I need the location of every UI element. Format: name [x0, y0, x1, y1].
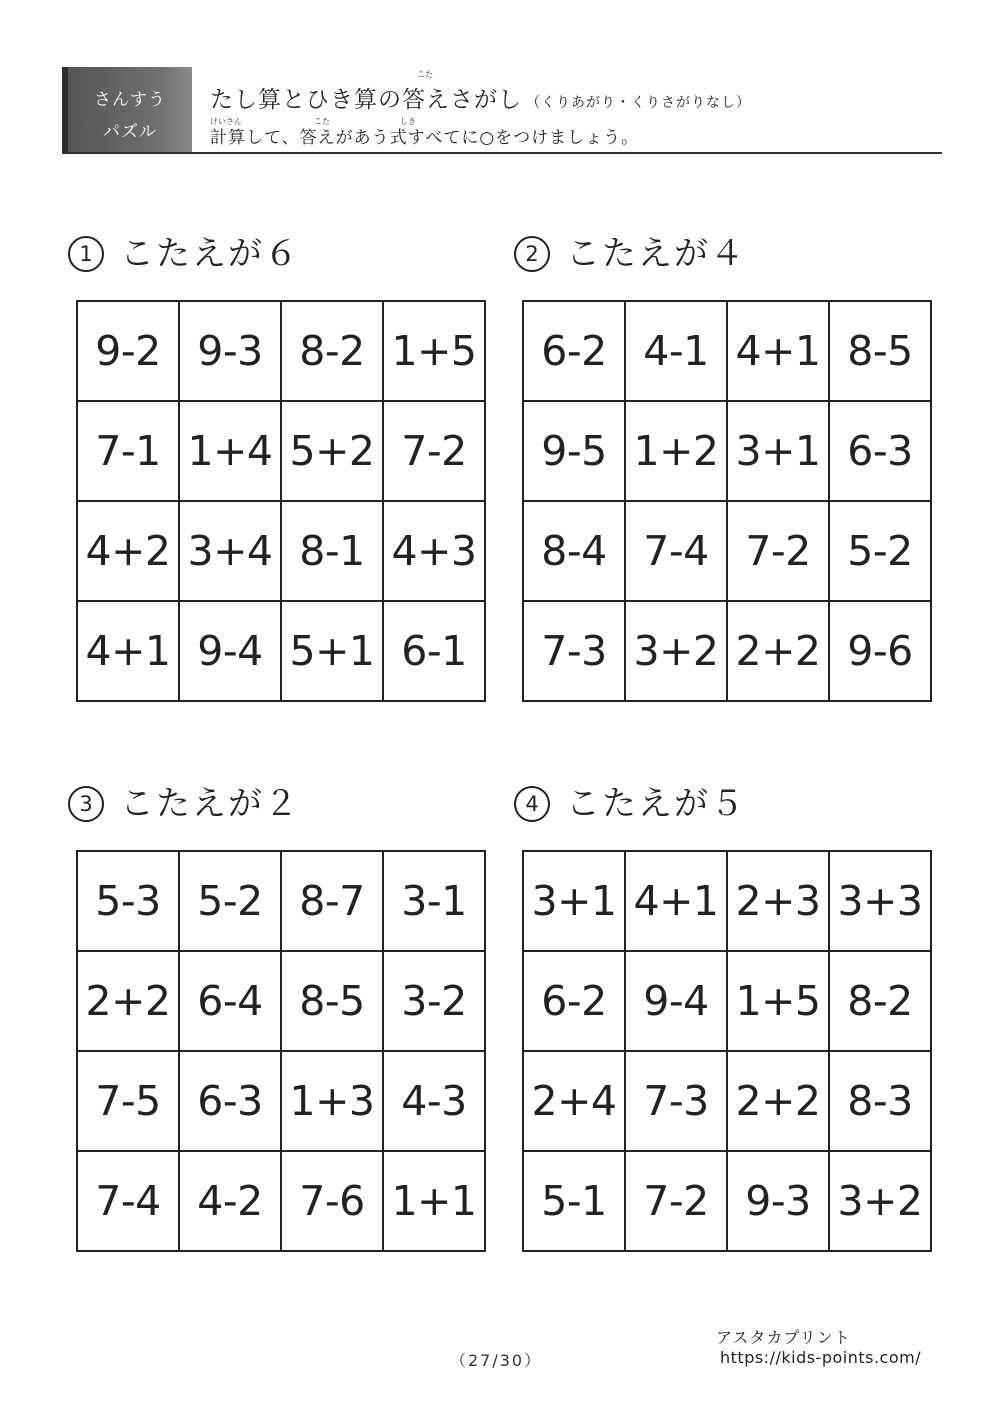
puzzle-4 [508, 784, 928, 1254]
expression-cell[interactable]: 9-3 [727, 1151, 829, 1251]
grid-row [77, 401, 485, 501]
grid-row [77, 1051, 485, 1151]
puzzle-2 [508, 234, 928, 704]
expression-cell[interactable]: 7-5 [77, 1051, 179, 1151]
expression-cell[interactable]: 8-2 [281, 301, 383, 401]
subject-tag-line1: さんすう [94, 90, 166, 110]
expression-cell[interactable]: 1+2 [625, 401, 727, 501]
expression-cell[interactable]: 2+2 [727, 601, 829, 701]
expression-cell[interactable]: 2+2 [727, 1051, 829, 1151]
expression-cell[interactable]: 8-4 [523, 501, 625, 601]
grid-row [523, 501, 931, 601]
expression-cell[interactable]: 8-2 [829, 951, 931, 1051]
expression-cell[interactable]: 7-3 [625, 1051, 727, 1151]
subject-tag-line2: パズル [103, 122, 157, 142]
grid-row [523, 951, 931, 1051]
expression-cell[interactable]: 3+2 [625, 601, 727, 701]
puzzle-2-label: こたえが４ [566, 234, 746, 274]
title-ruby: こた [417, 70, 433, 79]
expression-cell[interactable]: 9-3 [179, 301, 281, 401]
expression-cell[interactable]: 7-2 [727, 501, 829, 601]
expression-cell[interactable]: 9-6 [829, 601, 931, 701]
expression-cell[interactable]: 5-2 [829, 501, 931, 601]
expression-cell[interactable]: 9-2 [77, 301, 179, 401]
expression-cell[interactable]: 8-1 [281, 501, 383, 601]
expression-cell[interactable]: 6-2 [523, 301, 625, 401]
puzzle-4-grid [522, 850, 932, 1252]
expression-cell[interactable]: 4-3 [383, 1051, 485, 1151]
grid-row [523, 1151, 931, 1251]
expression-cell[interactable]: 1+3 [281, 1051, 383, 1151]
expression-cell[interactable]: 6-4 [179, 951, 281, 1051]
instruction-text: 計算して、答えがあう式すべてに○をつけましょう。 [210, 128, 640, 148]
expression-cell[interactable]: 5+2 [281, 401, 383, 501]
expression-cell[interactable]: 2+2 [77, 951, 179, 1051]
expression-cell[interactable]: 1+5 [727, 951, 829, 1051]
grid-row [77, 601, 485, 701]
worksheet-title: たし算とひき算の答えさがし [210, 87, 522, 113]
expression-cell[interactable]: 6-1 [383, 601, 485, 701]
expression-cell[interactable]: 7-1 [77, 401, 179, 501]
puzzle-3-grid [76, 850, 486, 1252]
expression-cell[interactable]: 1+4 [179, 401, 281, 501]
expression-cell[interactable]: 4-2 [179, 1151, 281, 1251]
expression-cell[interactable]: 3+2 [829, 1151, 931, 1251]
expression-cell[interactable]: 7-4 [625, 501, 727, 601]
grid-row [77, 501, 485, 601]
puzzle-1-label: こたえが６ [120, 234, 300, 274]
expression-cell[interactable]: 7-2 [625, 1151, 727, 1251]
expression-cell[interactable]: 8-7 [281, 851, 383, 951]
grid-row [523, 1051, 931, 1151]
expression-cell[interactable]: 7-3 [523, 601, 625, 701]
expression-cell[interactable]: 4+1 [625, 851, 727, 951]
expression-cell[interactable]: 8-5 [281, 951, 383, 1051]
expression-cell[interactable]: 2+3 [727, 851, 829, 951]
grid-row [523, 301, 931, 401]
grid-row [77, 951, 485, 1051]
expression-cell[interactable]: 4+2 [77, 501, 179, 601]
instruction-ruby-keisan: けいさん [210, 117, 242, 126]
page-number: （27/30） [450, 1351, 543, 1370]
expression-cell[interactable]: 6-3 [829, 401, 931, 501]
expression-cell[interactable]: 7-6 [281, 1151, 383, 1251]
expression-cell[interactable]: 6-2 [523, 951, 625, 1051]
expression-cell[interactable]: 8-5 [829, 301, 931, 401]
grid-row [77, 851, 485, 951]
puzzle-3-label: こたえが２ [120, 784, 300, 824]
puzzle-1-grid [76, 300, 486, 702]
puzzle-4-label: こたえが５ [566, 784, 746, 824]
site-url[interactable]: https://kids-points.com/ [720, 1348, 922, 1367]
expression-cell[interactable]: 1+5 [383, 301, 485, 401]
expression-cell[interactable]: 9-5 [523, 401, 625, 501]
expression-cell[interactable]: 3+4 [179, 501, 281, 601]
expression-cell[interactable]: 8-3 [829, 1051, 931, 1151]
expression-cell[interactable]: 2+4 [523, 1051, 625, 1151]
grid-row [77, 1151, 485, 1251]
expression-cell[interactable]: 9-4 [625, 951, 727, 1051]
puzzle-1 [62, 234, 482, 704]
puzzle-3-number: 3 [68, 786, 104, 822]
expression-cell[interactable]: 6-3 [179, 1051, 281, 1151]
worksheet-header [62, 67, 942, 154]
title-row [210, 81, 751, 114]
expression-cell[interactable]: 3-2 [383, 951, 485, 1051]
expression-cell[interactable]: 4+1 [77, 601, 179, 701]
expression-cell[interactable]: 5-2 [179, 851, 281, 951]
grid-row [523, 601, 931, 701]
puzzle-1-number: 1 [68, 236, 104, 272]
expression-cell[interactable]: 4+1 [727, 301, 829, 401]
brand-name: アスタカプリント [716, 1328, 851, 1347]
expression-cell[interactable]: 4-1 [625, 301, 727, 401]
expression-cell[interactable]: 7-2 [383, 401, 485, 501]
instruction-ruby-kota: こた [314, 117, 330, 126]
puzzle-2-grid [522, 300, 932, 702]
expression-cell[interactable]: 5-1 [523, 1151, 625, 1251]
expression-cell[interactable]: 3+1 [523, 851, 625, 951]
subject-tag [62, 67, 192, 152]
expression-cell[interactable]: 4+3 [383, 501, 485, 601]
instruction-ruby-shiki: しき [400, 117, 416, 126]
puzzle-4-number: 4 [514, 786, 550, 822]
grid-row [77, 301, 485, 401]
puzzle-3 [62, 784, 482, 1254]
worksheet-title-note: （くりあがり・くりさがりなし） [526, 95, 751, 111]
expression-cell[interactable]: 3-1 [383, 851, 485, 951]
expression-cell[interactable]: 3+3 [829, 851, 931, 951]
puzzle-2-number: 2 [514, 236, 550, 272]
expression-cell[interactable]: 1+1 [383, 1151, 485, 1251]
grid-row [523, 851, 931, 951]
expression-cell[interactable]: 9-4 [179, 601, 281, 701]
expression-cell[interactable]: 3+1 [727, 401, 829, 501]
expression-cell[interactable]: 5+1 [281, 601, 383, 701]
expression-cell[interactable]: 7-4 [77, 1151, 179, 1251]
expression-cell[interactable]: 5-3 [77, 851, 179, 951]
grid-row [523, 401, 931, 501]
